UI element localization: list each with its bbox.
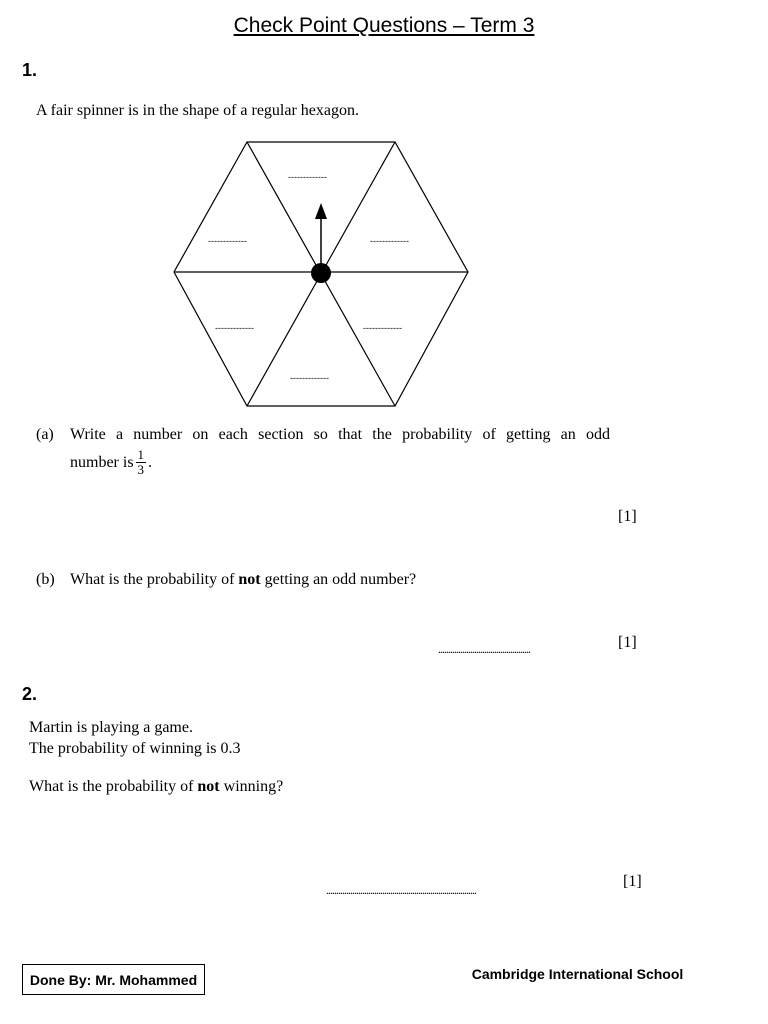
question-2-number: 2. bbox=[22, 684, 38, 704]
part-b-marks: [1] bbox=[618, 634, 637, 651]
part-b-bold-not: not bbox=[238, 571, 261, 588]
part-a-text-2: number is bbox=[70, 453, 134, 471]
part-a-marks: [1] bbox=[618, 508, 637, 525]
part-a-label: (a) bbox=[36, 426, 54, 443]
part-b-answer-line[interactable]: .............................................. bbox=[438, 642, 530, 656]
question-2-text-2: winning? bbox=[223, 778, 284, 795]
section-blank-upper-left: ------------- bbox=[208, 236, 247, 246]
question-2-line-2: The probability of winning is 0.3 bbox=[29, 740, 241, 757]
question-1-intro: A fair spinner is in the shape of a regular hexagon. bbox=[36, 102, 360, 119]
question-2-bold-not: not bbox=[197, 778, 220, 795]
part-b-label: (b) bbox=[36, 571, 55, 588]
part-b-text-1: What is the probability of bbox=[70, 571, 235, 588]
question-2-line-1: Martin is playing a game. bbox=[29, 719, 193, 736]
school-name: Cambridge International School bbox=[471, 966, 684, 982]
part-b-question bbox=[70, 571, 416, 589]
spinner-arrow-head bbox=[315, 203, 327, 219]
fraction-numerator: 1 bbox=[137, 447, 145, 462]
part-a-text: Write a number on each section so that the probability of getting an odd bbox=[70, 426, 610, 443]
page-title: Check Point Questions – Term 3 bbox=[233, 14, 535, 37]
part-b-text-2: getting an odd number? bbox=[264, 571, 417, 588]
question-2-marks: [1] bbox=[623, 873, 642, 890]
question-2-question bbox=[29, 778, 283, 796]
fraction-denominator: 3 bbox=[137, 462, 145, 477]
part-a-line-2 bbox=[70, 448, 152, 477]
author-box: Done By: Mr. Mohammed bbox=[22, 964, 205, 995]
section-blank-bottom: ------------- bbox=[290, 373, 329, 383]
question-2-text-1: What is the probability of bbox=[29, 778, 194, 795]
spinner-center bbox=[311, 263, 331, 283]
section-blank-lower-right: ------------- bbox=[363, 323, 402, 333]
question-1-number: 1. bbox=[22, 60, 38, 80]
part-a-end: . bbox=[148, 453, 153, 471]
fraction-one-third bbox=[136, 448, 147, 477]
section-blank-upper-right: ------------- bbox=[370, 236, 409, 246]
section-blank-lower-left: ------------- bbox=[215, 323, 254, 333]
question-2-answer-line[interactable]: ........................................................................... bbox=[326, 883, 476, 897]
section-blank-top: ------------- bbox=[288, 172, 327, 182]
